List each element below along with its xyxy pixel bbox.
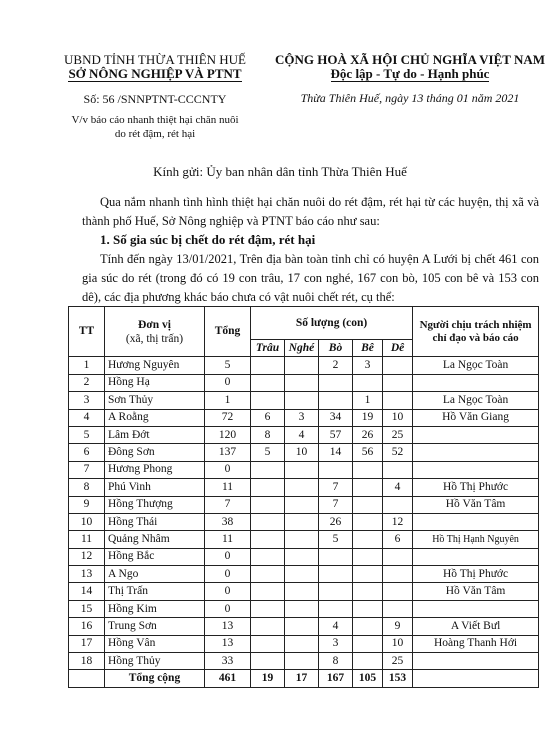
cell-trau (251, 374, 285, 391)
cell-person (413, 426, 539, 443)
cell-nghe (285, 583, 319, 600)
cell-be (353, 496, 383, 513)
cell-total: 7 (205, 496, 251, 513)
cell-nghe (285, 496, 319, 513)
cell-total: 13 (205, 635, 251, 652)
header-responsible: Người chịu trách nhiệm chỉ đạo và báo cáo (413, 307, 539, 357)
nation-title: CỘNG HOÀ XÃ HỘI CHỦ NGHĨA VIỆT NAM (274, 52, 546, 67)
cell-bo: 8 (319, 653, 353, 670)
table-row (69, 496, 539, 513)
cell-bo (319, 374, 353, 391)
cell-de (383, 600, 413, 617)
cell-nghe (285, 635, 319, 652)
table-row (69, 531, 539, 548)
cell-trau (251, 461, 285, 478)
cell-total: 1 (205, 392, 251, 409)
cell-trau (251, 496, 285, 513)
cell-tt: 3 (69, 392, 105, 409)
cell-tt: 1 (69, 357, 105, 374)
cell-be (353, 635, 383, 652)
cell-person (413, 653, 539, 670)
cell-de (383, 461, 413, 478)
cell-bo (319, 600, 353, 617)
cell-total: 5 (205, 357, 251, 374)
cell-be (353, 618, 383, 635)
cell-be: 26 (353, 426, 383, 443)
cell-de (383, 566, 413, 583)
cell-de (383, 357, 413, 374)
cell-tt: 16 (69, 618, 105, 635)
cell-total: 11 (205, 479, 251, 496)
cell-tt: 11 (69, 531, 105, 548)
cell-unit: Hồng Thủy (105, 653, 205, 670)
cell-trau (251, 653, 285, 670)
table-header-row (69, 307, 539, 340)
cell-total: 72 (205, 409, 251, 426)
cell-person (413, 600, 539, 617)
cell-person: Hồ Văn Tâm (413, 496, 539, 513)
cell-unit: Lâm Đớt (105, 426, 205, 443)
cell-tt: 14 (69, 583, 105, 600)
cell-tt: 9 (69, 496, 105, 513)
cell-nghe (285, 374, 319, 391)
cell-total: 38 (205, 513, 251, 530)
cell-unit: Sơn Thủy (105, 392, 205, 409)
cell-nghe (285, 548, 319, 565)
cell-nghe (285, 392, 319, 409)
header-tt: TT (69, 307, 105, 357)
cell-bo (319, 583, 353, 600)
header-de: Dê (383, 340, 413, 357)
cell-total: 120 (205, 426, 251, 443)
totals-nghe: 17 (285, 670, 319, 687)
cell-total: 13 (205, 618, 251, 635)
table-body (69, 357, 539, 670)
cell-total: 11 (205, 531, 251, 548)
cell-tt: 12 (69, 548, 105, 565)
cell-de: 52 (383, 444, 413, 461)
cell-person: Hồ Thị Phước (413, 566, 539, 583)
cell-unit: A Roằng (105, 409, 205, 426)
place-date: Thừa Thiên Huế, ngày 13 tháng 01 năm 2021 (300, 91, 520, 105)
cell-de: 25 (383, 653, 413, 670)
table-row (69, 374, 539, 391)
cell-trau: 5 (251, 444, 285, 461)
table-row (69, 653, 539, 670)
cell-unit: Hương Nguyên (105, 357, 205, 374)
totals-de: 153 (383, 670, 413, 687)
cell-trau (251, 600, 285, 617)
cell-bo: 4 (319, 618, 353, 635)
cell-person: La Ngọc Toàn (413, 392, 539, 409)
cell-unit: Phú Vinh (105, 479, 205, 496)
totals-trau: 19 (251, 670, 285, 687)
cell-person (413, 548, 539, 565)
cell-be: 19 (353, 409, 383, 426)
cell-trau (251, 618, 285, 635)
cell-person (413, 461, 539, 478)
header-trau: Trâu (251, 340, 285, 357)
cell-total: 137 (205, 444, 251, 461)
cell-nghe: 3 (285, 409, 319, 426)
cell-tt: 13 (69, 566, 105, 583)
cell-nghe (285, 461, 319, 478)
cell-tt: 10 (69, 513, 105, 530)
livestock-loss-table (68, 306, 539, 688)
cell-de: 6 (383, 531, 413, 548)
cell-be (353, 548, 383, 565)
cell-nghe (285, 531, 319, 548)
header-bo: Bò (319, 340, 353, 357)
cell-nghe: 4 (285, 426, 319, 443)
cell-tt: 6 (69, 444, 105, 461)
section-1-title: 1. Số gia súc bị chết do rét đậm, rét hại (100, 232, 316, 247)
cell-person: Hoàng Thanh Hới (413, 635, 539, 652)
cell-be (353, 583, 383, 600)
cell-de: 9 (383, 618, 413, 635)
cell-bo: 26 (319, 513, 353, 530)
cell-nghe: 10 (285, 444, 319, 461)
cell-total: 0 (205, 566, 251, 583)
cell-total: 0 (205, 600, 251, 617)
totals-tt (69, 670, 105, 687)
cell-bo (319, 392, 353, 409)
cell-de (383, 496, 413, 513)
cell-de (383, 392, 413, 409)
cell-trau (251, 392, 285, 409)
cell-bo (319, 548, 353, 565)
cell-total: 0 (205, 461, 251, 478)
header-unit (105, 307, 205, 357)
cell-de (383, 548, 413, 565)
totals-label: Tổng cộng (105, 670, 205, 687)
cell-de: 12 (383, 513, 413, 530)
cell-trau (251, 583, 285, 600)
cell-nghe (285, 479, 319, 496)
cell-be (353, 461, 383, 478)
cell-trau (251, 531, 285, 548)
cell-person: A Viết Bưl (413, 618, 539, 635)
table-row (69, 444, 539, 461)
cell-trau (251, 635, 285, 652)
cell-unit: Hồng Vân (105, 635, 205, 652)
cell-person: Hồ Thị Phước (413, 479, 539, 496)
body-intro (82, 193, 539, 231)
cell-person: Hồ Thị Hạnh Nguyên (413, 531, 539, 548)
cell-unit: Hồng Hạ (105, 374, 205, 391)
table-row (69, 583, 539, 600)
cell-person (413, 513, 539, 530)
cell-unit: Thị Trấn (105, 583, 205, 600)
cell-total: 0 (205, 374, 251, 391)
cell-nghe (285, 357, 319, 374)
cell-tt: 18 (69, 653, 105, 670)
cell-unit: Hồng Bắc (105, 548, 205, 565)
cell-be (353, 566, 383, 583)
cell-nghe (285, 618, 319, 635)
cell-unit: Hương Phong (105, 461, 205, 478)
cell-person (413, 374, 539, 391)
document-number: Số: 56 /SNNPTNT-CCCNTY (83, 92, 227, 106)
table-row (69, 461, 539, 478)
cell-bo (319, 461, 353, 478)
cell-unit: Trung Sơn (105, 618, 205, 635)
cell-de: 4 (383, 479, 413, 496)
cell-be (353, 513, 383, 530)
header-total: Tổng (205, 307, 251, 357)
cell-de: 10 (383, 635, 413, 652)
header-unit-sub: (xã, thị trấn) (125, 332, 184, 345)
subject-line-2: do rét đậm, rét hại (114, 128, 196, 140)
cell-person: Hồ Văn Giang (413, 409, 539, 426)
cell-unit: Quảng Nhâm (105, 531, 205, 548)
cell-total: 33 (205, 653, 251, 670)
cell-be (353, 479, 383, 496)
cell-bo: 5 (319, 531, 353, 548)
cell-trau (251, 357, 285, 374)
totals-total: 461 (205, 670, 251, 687)
table-row (69, 566, 539, 583)
intro-paragraph: Qua nắm nhanh tình hình thiệt hại chăn nuôi do rét đậm, rét hại từ các huyện, thị xã và thành phố Huế, Sở Nông nghiệp và PTNT báo cáo như sau: (82, 195, 539, 228)
cell-de: 25 (383, 426, 413, 443)
table-row (69, 635, 539, 652)
agency-name-text: SỞ NÔNG NGHIỆP VÀ PTNT (68, 66, 242, 81)
header-quantity: Số lượng (con) (251, 307, 413, 340)
subject-line-1: V/v báo cáo nhanh thiệt hại chăn nuôi (71, 114, 239, 126)
cell-person (413, 444, 539, 461)
cell-trau (251, 566, 285, 583)
cell-bo: 7 (319, 496, 353, 513)
cell-be (353, 374, 383, 391)
cell-tt: 2 (69, 374, 105, 391)
cell-be: 1 (353, 392, 383, 409)
cell-bo: 57 (319, 426, 353, 443)
cell-de (383, 583, 413, 600)
cell-unit: Hồng Kim (105, 600, 205, 617)
header-be: Bê (353, 340, 383, 357)
cell-tt: 4 (69, 409, 105, 426)
cell-be (353, 531, 383, 548)
cell-trau (251, 513, 285, 530)
table-row (69, 426, 539, 443)
table-row (69, 392, 539, 409)
cell-bo: 3 (319, 635, 353, 652)
cell-unit: Đông Sơn (105, 444, 205, 461)
cell-nghe (285, 566, 319, 583)
cell-be (353, 653, 383, 670)
cell-bo: 2 (319, 357, 353, 374)
motto (262, 66, 558, 82)
cell-bo: 14 (319, 444, 353, 461)
recipient: Kính gửi: Ủy ban nhân dân tỉnh Thừa Thiên Huế (153, 164, 407, 179)
cell-person: Hồ Văn Tâm (413, 583, 539, 600)
cell-de (383, 374, 413, 391)
totals-person (413, 670, 539, 687)
cell-de: 10 (383, 409, 413, 426)
table-totals-row (69, 670, 539, 687)
section-1-paragraph: Tính đến ngày 13/01/2021, Trên địa bàn toàn tỉnh chỉ có huyện A Lưới bị chết 461 con gia súc do rét (trong đó có 19 con trâu, 17 con nghé, 167 con bò, 105 con bê và 153 con dê), các địa phương khác báo chưa có vật nuôi chết rét, cụ thể: (82, 252, 539, 304)
cell-bo: 34 (319, 409, 353, 426)
cell-tt: 7 (69, 461, 105, 478)
cell-nghe (285, 653, 319, 670)
cell-unit: A Ngo (105, 566, 205, 583)
cell-nghe (285, 513, 319, 530)
totals-be: 105 (353, 670, 383, 687)
cell-be: 3 (353, 357, 383, 374)
cell-tt: 5 (69, 426, 105, 443)
cell-total: 0 (205, 583, 251, 600)
cell-nghe (285, 600, 319, 617)
agency-parent: UBND TỈNH THỪA THIÊN HUẾ (64, 52, 246, 67)
table-row (69, 548, 539, 565)
cell-tt: 8 (69, 479, 105, 496)
header-unit-label: Đơn vị (138, 318, 171, 331)
cell-unit: Hồng Thái (105, 513, 205, 530)
table-row (69, 357, 539, 374)
cell-tt: 17 (69, 635, 105, 652)
cell-bo (319, 566, 353, 583)
cell-be (353, 600, 383, 617)
cell-unit: Hồng Thượng (105, 496, 205, 513)
table-row (69, 600, 539, 617)
table-row (69, 513, 539, 530)
cell-be: 56 (353, 444, 383, 461)
table-row (69, 618, 539, 635)
cell-tt: 15 (69, 600, 105, 617)
header-nghe: Nghé (285, 340, 319, 357)
cell-person: La Ngọc Toàn (413, 357, 539, 374)
table-row (69, 479, 539, 496)
cell-trau (251, 548, 285, 565)
totals-bo: 167 (319, 670, 353, 687)
agency-name (40, 66, 270, 82)
section-1-body (82, 250, 539, 307)
table-row (69, 409, 539, 426)
cell-bo: 7 (319, 479, 353, 496)
cell-trau (251, 479, 285, 496)
cell-trau: 6 (251, 409, 285, 426)
cell-trau: 8 (251, 426, 285, 443)
motto-text: Độc lập - Tự do - Hạnh phúc (330, 66, 490, 81)
cell-total: 0 (205, 548, 251, 565)
